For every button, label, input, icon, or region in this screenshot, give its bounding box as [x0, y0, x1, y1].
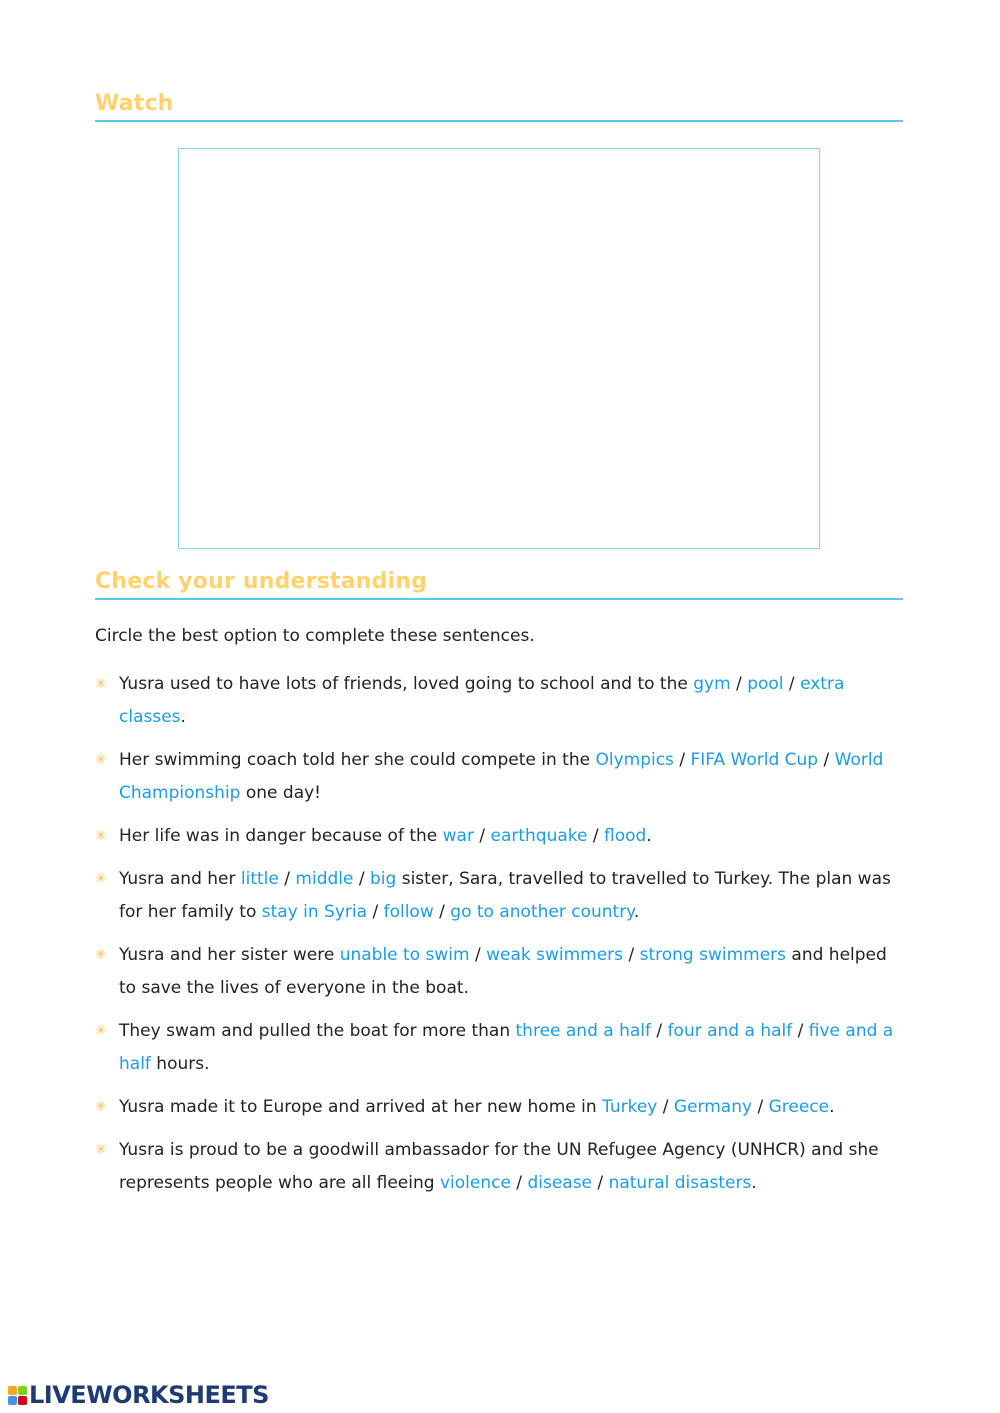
answer-option[interactable]: go to another country [450, 902, 634, 922]
answer-option[interactable]: unable to swim [339, 945, 470, 965]
option-separator: / [469, 945, 487, 965]
answer-option[interactable]: war [442, 826, 474, 846]
answer-option[interactable]: little [240, 869, 279, 889]
sentence-text: Yusra and her sister were [119, 945, 340, 965]
option-separator: / [510, 1173, 528, 1193]
answer-option[interactable]: disease [527, 1173, 593, 1193]
option-separator: / [433, 902, 451, 922]
video-frame[interactable] [178, 148, 820, 549]
star-bullet-icon: ✳ [95, 871, 107, 887]
sentence-text: Yusra and her [119, 869, 241, 889]
answer-option[interactable]: extra classes [119, 674, 845, 727]
star-bullet-icon: ✳ [95, 947, 107, 963]
answer-option[interactable]: pool [747, 674, 784, 694]
option-separator: / [730, 674, 748, 694]
option-separator: / [278, 869, 296, 889]
star-bullet-icon: ✳ [95, 752, 107, 768]
sentence-text: . [829, 1097, 835, 1117]
answer-option[interactable]: weak swimmers [486, 945, 624, 965]
sentence-text: Her life was in danger because of the [119, 826, 443, 846]
sentence-text: Yusra used to have lots of friends, loved going to school and to the [119, 674, 694, 694]
answer-option[interactable]: gym [693, 674, 731, 694]
option-separator: / [752, 1097, 769, 1117]
sentence-text: . [633, 902, 640, 922]
sentence-text: . [646, 826, 652, 846]
sentence-text: hours. [150, 1054, 210, 1074]
question-item [95, 744, 905, 810]
sentence-text: and helped to save the lives of everyone in the boat. [119, 945, 887, 998]
answer-option[interactable]: FIFA World Cup [690, 750, 819, 770]
sentence-text: sister, Sara, travelled to travelled to Turkey. The plan was for her family to [119, 869, 891, 922]
instruction-text: Circle the best option to complete these sentences. [95, 626, 535, 646]
option-separator: / [353, 869, 371, 889]
watch-heading: Watch [95, 91, 903, 122]
option-separator: / [592, 1173, 609, 1193]
check-understanding-heading: Check your understanding [95, 569, 903, 600]
question-list [95, 668, 905, 1210]
answer-option[interactable]: stay in Syria [261, 902, 368, 922]
question-item [95, 668, 905, 734]
answer-option[interactable]: World Championship [119, 750, 884, 803]
star-bullet-icon: ✳ [95, 1142, 107, 1158]
star-bullet-icon: ✳ [95, 1099, 107, 1115]
answer-option[interactable]: violence [439, 1173, 511, 1193]
answer-option[interactable]: follow [383, 902, 434, 922]
answer-option[interactable]: Greece [768, 1097, 830, 1117]
sentence-text: Yusra made it to Europe and arrived at her new home in [119, 1097, 603, 1117]
logo-text: LIVEWORKSHEETS [29, 1381, 269, 1409]
option-separator: / [473, 826, 491, 846]
sentence-text: . [751, 1173, 757, 1193]
option-separator: / [673, 750, 691, 770]
option-separator: / [783, 674, 801, 694]
answer-option[interactable]: natural disasters [608, 1173, 752, 1193]
question-item [95, 939, 905, 1005]
answer-option[interactable]: five and a half [119, 1021, 894, 1074]
option-separator: / [623, 945, 640, 965]
answer-option[interactable]: earthquake [490, 826, 588, 846]
star-bullet-icon: ✳ [95, 1023, 107, 1039]
star-bullet-icon: ✳ [95, 828, 107, 844]
logo-square [18, 1396, 27, 1405]
question-item [95, 1015, 905, 1081]
option-separator: / [657, 1097, 674, 1117]
answer-option[interactable]: middle [295, 869, 354, 889]
logo-square [8, 1396, 17, 1405]
answer-option[interactable]: four and a half [667, 1021, 793, 1041]
answer-option[interactable]: Germany [673, 1097, 753, 1117]
sentence-text: They swam and pulled the boat for more than [119, 1021, 516, 1041]
answer-option[interactable]: big [370, 869, 397, 889]
sentence-text: . [180, 707, 186, 727]
answer-option[interactable]: Turkey [602, 1097, 658, 1117]
option-separator: / [587, 826, 605, 846]
liveworksheets-logo [8, 1380, 269, 1410]
answer-option[interactable]: flood [604, 826, 647, 846]
sentence-text: Yusra is proud to be a goodwill ambassador for the UN Refugee Agency (UNHCR) and she represents people who are all fleeing [119, 1140, 879, 1193]
answer-option[interactable]: strong swimmers [639, 945, 787, 965]
option-separator: / [651, 1021, 668, 1041]
option-separator: / [367, 902, 384, 922]
sentence-text: one day! [240, 783, 321, 803]
question-item [95, 1134, 905, 1200]
answer-option[interactable]: Olympics [595, 750, 674, 770]
question-item [95, 820, 905, 853]
option-separator: / [792, 1021, 809, 1041]
sentence-text: Her swimming coach told her she could compete in the [119, 750, 596, 770]
question-item [95, 863, 905, 929]
question-item [95, 1091, 905, 1124]
option-separator: / [818, 750, 835, 770]
logo-mark-icon [8, 1386, 27, 1405]
answer-option[interactable]: three and a half [515, 1021, 652, 1041]
star-bullet-icon: ✳ [95, 676, 107, 692]
logo-square [8, 1386, 17, 1395]
logo-square [18, 1386, 27, 1395]
